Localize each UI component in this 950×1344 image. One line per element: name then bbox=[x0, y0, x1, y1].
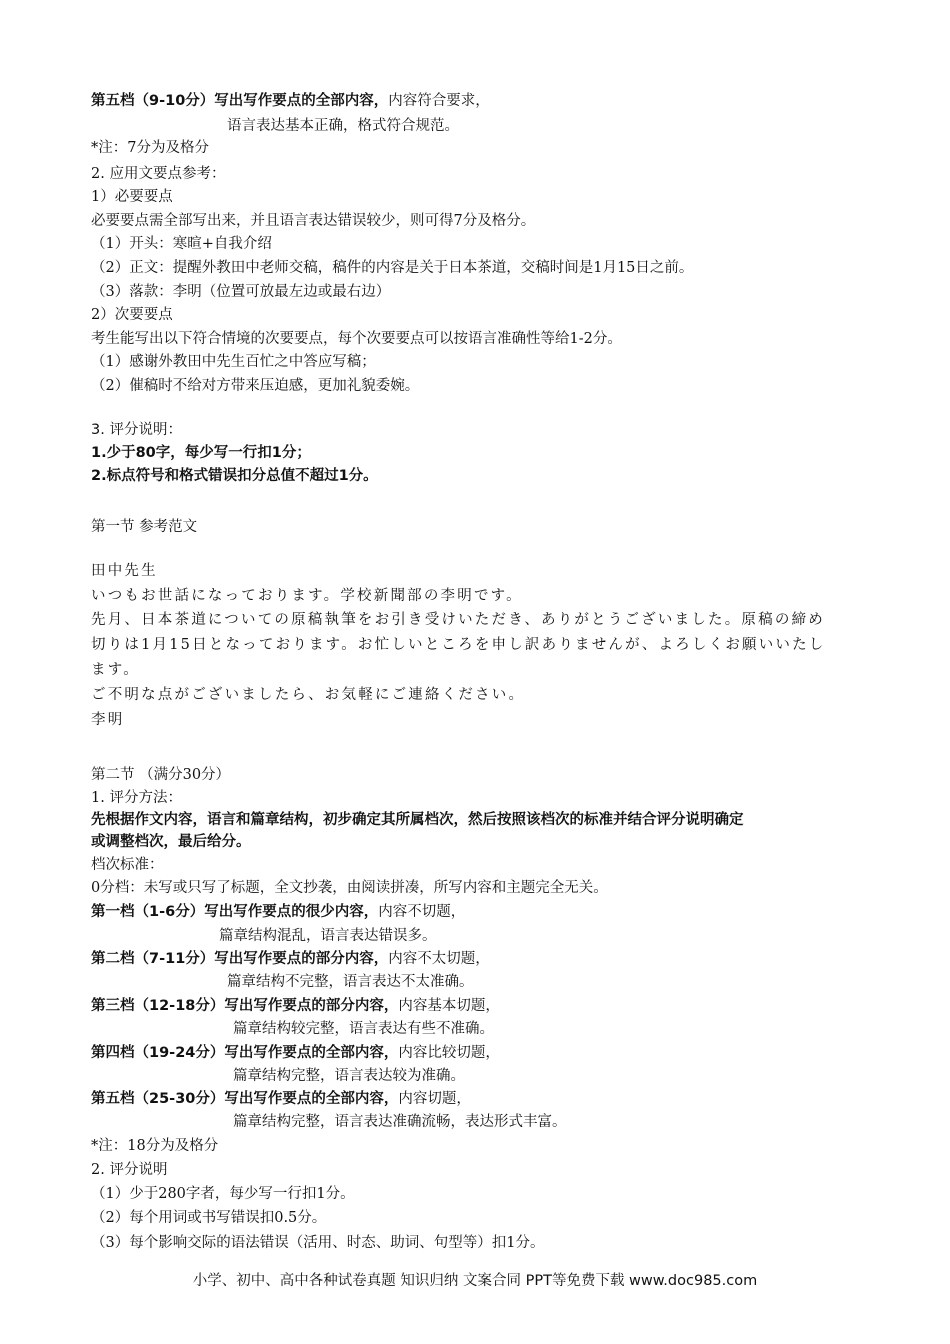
required-desc: 必要要点需全部写出来，并且语言表达错误较少，则可得7分及格分。 bbox=[91, 213, 536, 229]
tier2-line bbox=[91, 949, 490, 969]
scoring-item-2: （3）每个影响交际的语法错误（活用、时态、助词、句型等）扣1分。 bbox=[91, 1235, 545, 1251]
sample-line: 先月、日本茶道についての原稿執筆をお引き受けいただき、ありがとうございました。原稿の締め bbox=[91, 612, 825, 628]
tier1-line bbox=[91, 902, 465, 922]
tier-tail: 内容不切题， bbox=[378, 904, 466, 920]
tier-line2: 篇章结构较完整，语言表达有些不准确。 bbox=[233, 1021, 494, 1037]
tier5-line bbox=[91, 91, 490, 111]
pass-note-2: *注：18分为及格分 bbox=[91, 1138, 219, 1154]
tier-tail: 内容比较切题， bbox=[398, 1045, 500, 1061]
sample-line: ご不明な点がございましたら、お気軽にご連絡ください。 bbox=[91, 687, 526, 703]
sample-line: 田中先生 bbox=[91, 563, 158, 579]
tier-tail: 内容基本切题， bbox=[398, 998, 500, 1014]
tier4-line bbox=[91, 1043, 500, 1063]
secondary-item: （2）催稿时不给对方带来压迫感，更加礼貌委婉。 bbox=[91, 378, 420, 394]
scoring-note-item: 1.少于80字，每少写一行扣1分； bbox=[91, 445, 311, 461]
sample-line: 李明 bbox=[91, 712, 125, 728]
secondary-item: （1）感谢外教田中先生百忙之中答应写稿； bbox=[91, 354, 376, 370]
tier3-line bbox=[91, 996, 500, 1016]
scoring-item-2: （1）少于280字者，每少写一行扣1分。 bbox=[91, 1186, 355, 1202]
tier-title: 档次标准： bbox=[91, 857, 164, 873]
required-item: （1）开头：寒暄+自我介绍 bbox=[91, 236, 272, 252]
sample-line: いつもお世話になっております。学校新聞部の李明です。 bbox=[91, 588, 523, 604]
tier-line2: 篇章结构完整，语言表达准确流畅，表达形式丰富。 bbox=[233, 1114, 567, 1130]
required-title: 1）必要要点 bbox=[91, 189, 173, 205]
section2-heading: 第二节 （满分30分） bbox=[91, 767, 231, 783]
tier-line2: 篇章结构不完整，语言表达不太准确。 bbox=[227, 974, 474, 990]
sample-heading: 第一节 参考范文 bbox=[91, 519, 198, 535]
required-item: （2）正文：提醒外教田中老师交稿，稿件的内容是关于日本茶道，交稿时间是1月15日之前。 bbox=[91, 260, 694, 276]
tier-tail: 内容不太切题， bbox=[388, 951, 490, 967]
scoring-title-2: 2. 评分说明 bbox=[91, 1162, 168, 1178]
tier-tail: 内容切题， bbox=[398, 1091, 471, 1107]
pass-note: *注：7分为及格分 bbox=[91, 140, 209, 156]
footer-ad-link[interactable]: 小学、初中、高中各种试卷真题 知识归纳 文案合同 PPT等免费下载 www.doc985.com bbox=[192, 1273, 758, 1289]
method-title: 1. 评分方法： bbox=[91, 790, 182, 806]
tier5b-line bbox=[91, 1089, 471, 1109]
tier5-line2: 语言表达基本正确，格式符合规范。 bbox=[227, 118, 459, 134]
method-text: 先根据作文内容，语言和篇章结构，初步确定其所属档次，然后按照该档次的标准并结合评分说明确定 bbox=[91, 812, 744, 828]
app-points-title: 2. 应用文要点参考： bbox=[91, 166, 226, 182]
tier5-tail: 内容符合要求， bbox=[388, 93, 490, 109]
secondary-title: 2）次要要点 bbox=[91, 307, 173, 323]
sample-line: ます。 bbox=[91, 662, 140, 678]
secondary-desc: 考生能写出以下符合情境的次要要点，每个次要要点可以按语言准确性等给1-2分。 bbox=[91, 331, 622, 347]
tier-head: 第三档（12-18分）写出写作要点的部分内容， bbox=[91, 998, 399, 1014]
tier-head: 第四档（19-24分）写出写作要点的全部内容， bbox=[91, 1045, 399, 1061]
tier-head: 第五档（25-30分）写出写作要点的全部内容， bbox=[91, 1091, 399, 1107]
scoring-item-2: （2）每个用词或书写错误扣0.5分。 bbox=[91, 1210, 327, 1226]
method-text: 或调整档次，最后给分。 bbox=[91, 834, 251, 850]
required-item: （3）落款：李明（位置可放最左边或最右边） bbox=[91, 284, 391, 300]
tier-line2: 篇章结构完整，语言表达较为准确。 bbox=[233, 1068, 465, 1084]
tier5-head: 第五档（9-10分）写出写作要点的全部内容， bbox=[91, 93, 389, 109]
tier-head: 第二档（7-11分）写出写作要点的部分内容， bbox=[91, 951, 389, 967]
scoring-notes-title: 3. 评分说明： bbox=[91, 422, 182, 438]
tier0: 0分档：未写或只写了标题，全文抄袭，由阅读拼凑，所写内容和主题完全无关。 bbox=[91, 880, 608, 896]
tier-head: 第一档（1-6分）写出写作要点的很少内容， bbox=[91, 904, 379, 920]
scoring-note-item: 2.标点符号和格式错误扣分总值不超过1分。 bbox=[91, 468, 378, 484]
sample-line: 切りは1月15日となっております。お忙しいところを申し訳ありませんが、よろしくお願いいたし bbox=[91, 637, 826, 653]
tier-line2: 篇章结构混乱，语言表达错误多。 bbox=[219, 928, 437, 944]
